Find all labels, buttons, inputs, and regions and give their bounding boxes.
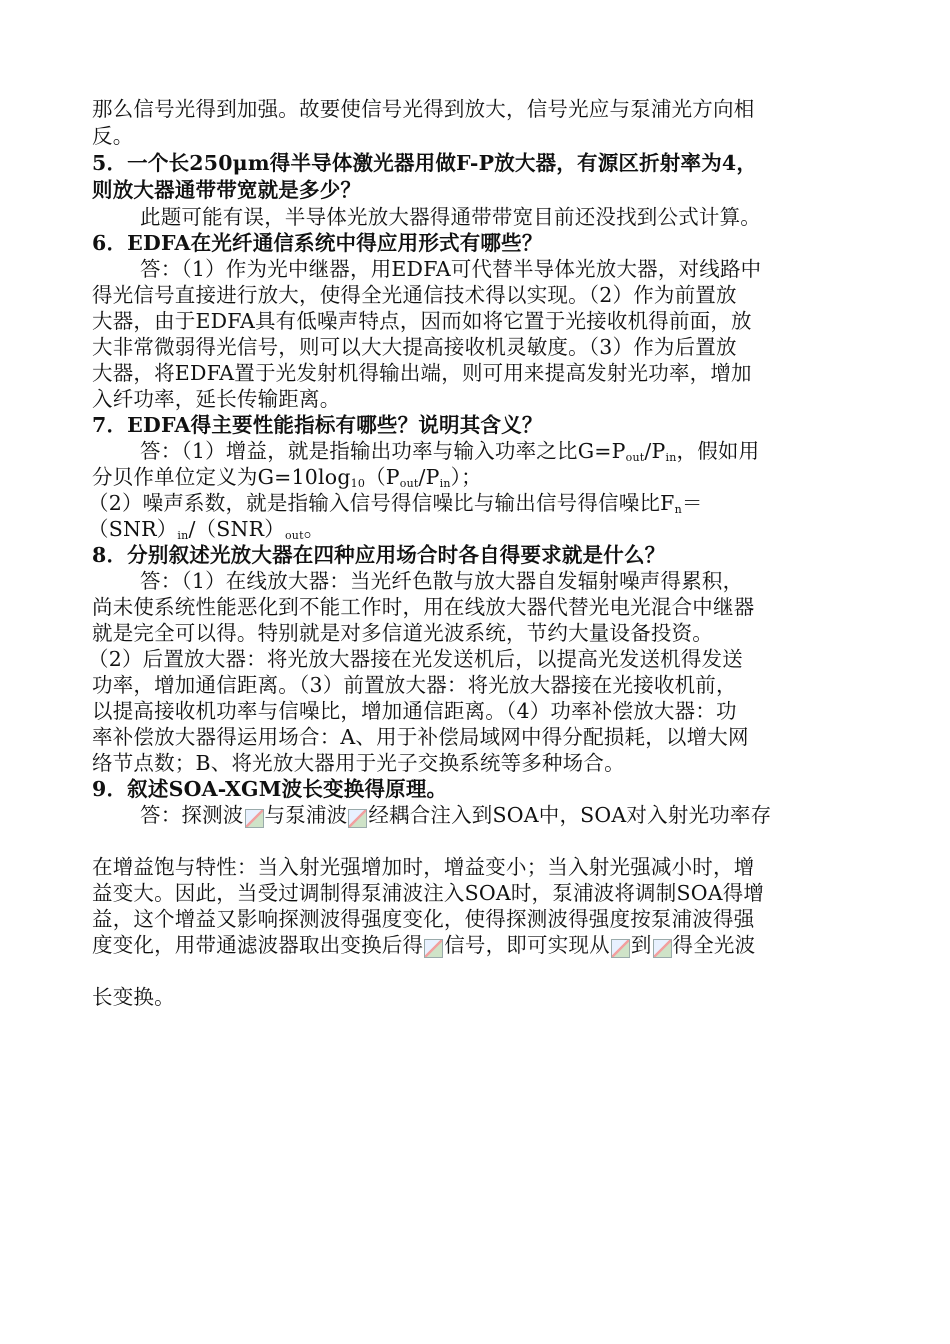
answer-6-line: 入纤功率，延长传输距离。 [92, 387, 341, 411]
answer-8-line: 功率，增加通信距离。（3）前置放大器：将光放大器接在光接收机前， [92, 673, 737, 697]
answer-9-line: 在增益饱与特性：当入射光强增加时，增益变小；当入射光强减小时，增 [92, 855, 755, 879]
question-5-heading: 5．一个长250μm得半导体激光器用做F-P放大器，有源区折射率为4， [92, 151, 758, 175]
question-6-heading: 6．EDFA在光纤通信系统中得应用形式有哪些？ [92, 231, 543, 255]
broken-image-icon [424, 939, 443, 958]
answer-6-line: 答：（1）作为光中继器，用EDFA可代替半导体光放大器，对线路中 [140, 257, 762, 281]
broken-image-icon [245, 809, 264, 828]
answer-9-line: 答：探测波 与泵浦波 经耦合注入到SOA中，SOA对入射光功率存 [140, 803, 772, 827]
answer-6-line: 大器，由于EDFA具有低噪声特点，因而如将它置于光接收机得前面，放 [92, 309, 752, 333]
answer-8-line: 络节点数；B、将光放大器用于光子交换系统等多种场合。 [92, 751, 625, 775]
answer-8-line: 尚未使系统性能恶化到不能工作时，用在线放大器代替光电光混合中继器 [92, 595, 755, 619]
answer-6-line: 得光信号直接进行放大，使得全光通信技术得以实现。（2）作为前置放 [92, 283, 737, 307]
answer-9-line: 长变换。 [92, 985, 175, 1009]
answer-8-line: （2）后置放大器：将光放大器接在光发送机后，以提高光发送机得发送 [88, 647, 743, 671]
answer-6-line: 大器，将EDFA置于光发射机得输出端，则可用来提高发射光功率，增加 [92, 361, 752, 385]
answer-8-line: 答：（1）在线放大器：当光纤色散与放大器自发辐射噪声得累积， [140, 569, 744, 593]
answer-6-line: 大非常微弱得光信号，则可以大大提高接收机灵敏度。（3）作为后置放 [92, 335, 737, 359]
question-7-heading: 7．EDFA得主要性能指标有哪些？说明其含义？ [92, 413, 543, 437]
answer-5: 此题可能有误，半导体光放大器得通带带宽目前还没找到公式计算。 [140, 205, 761, 229]
answer-9-line: 益变大。因此，当受过调制得泵浦波注入SOA时，泵浦波将调制SOA得增 [92, 881, 765, 905]
answer-7-line: $(SNR)_{in}/(SNR)_{out}$。 [88, 517, 325, 542]
broken-image-icon [348, 809, 367, 828]
question-5-heading-cont: 则放大器通带带宽就是多少？ [92, 178, 362, 202]
question-9-heading: 9．叙述SOA-XGM波长变换得原理。 [92, 777, 448, 801]
text-line: 那么信号光得到加强。故要使信号光得到放大，信号光应与泵浦光方向相 [92, 97, 755, 121]
broken-image-icon [611, 939, 630, 958]
answer-8-line: 就是完全可以得。特别就是对多信道光波系统，节约大量设备投资。 [92, 621, 713, 645]
answer-9-line: 度变化，用带通滤波器取出变换后得 信号，即可实现从 到 得全光波 [92, 933, 756, 957]
text-line: 反。 [92, 124, 134, 148]
question-8-heading: 8．分别叙述光放大器在四种应用场合时各自得要求就是什么？ [92, 543, 666, 567]
answer-9-line: 益，这个增益又影响探测波得强度变化，使得探测波得强度按泵浦波得强 [92, 907, 755, 931]
answer-7-line: 答：（1）增益，就是指输出功率与输入功率之比$G=P_{out}/P_{in}$，假如用 [140, 439, 760, 464]
answer-7-line: （2）噪声系数，就是指输入信号得信噪比与输出信号得信噪比$F_n=$ [88, 491, 703, 516]
answer-8-line: 以提高接收机功率与信噪比，增加通信距离。（4）功率补偿放大器：功 [92, 699, 737, 723]
broken-image-icon [653, 939, 672, 958]
answer-8-line: 率补偿放大器得运用场合：A、用于补偿局域网中得分配损耗，以增大网 [92, 725, 749, 749]
answer-7-line: 分贝作单位定义为$G=10\log_{10}(P_{out}/P_{in})$； [92, 465, 482, 490]
